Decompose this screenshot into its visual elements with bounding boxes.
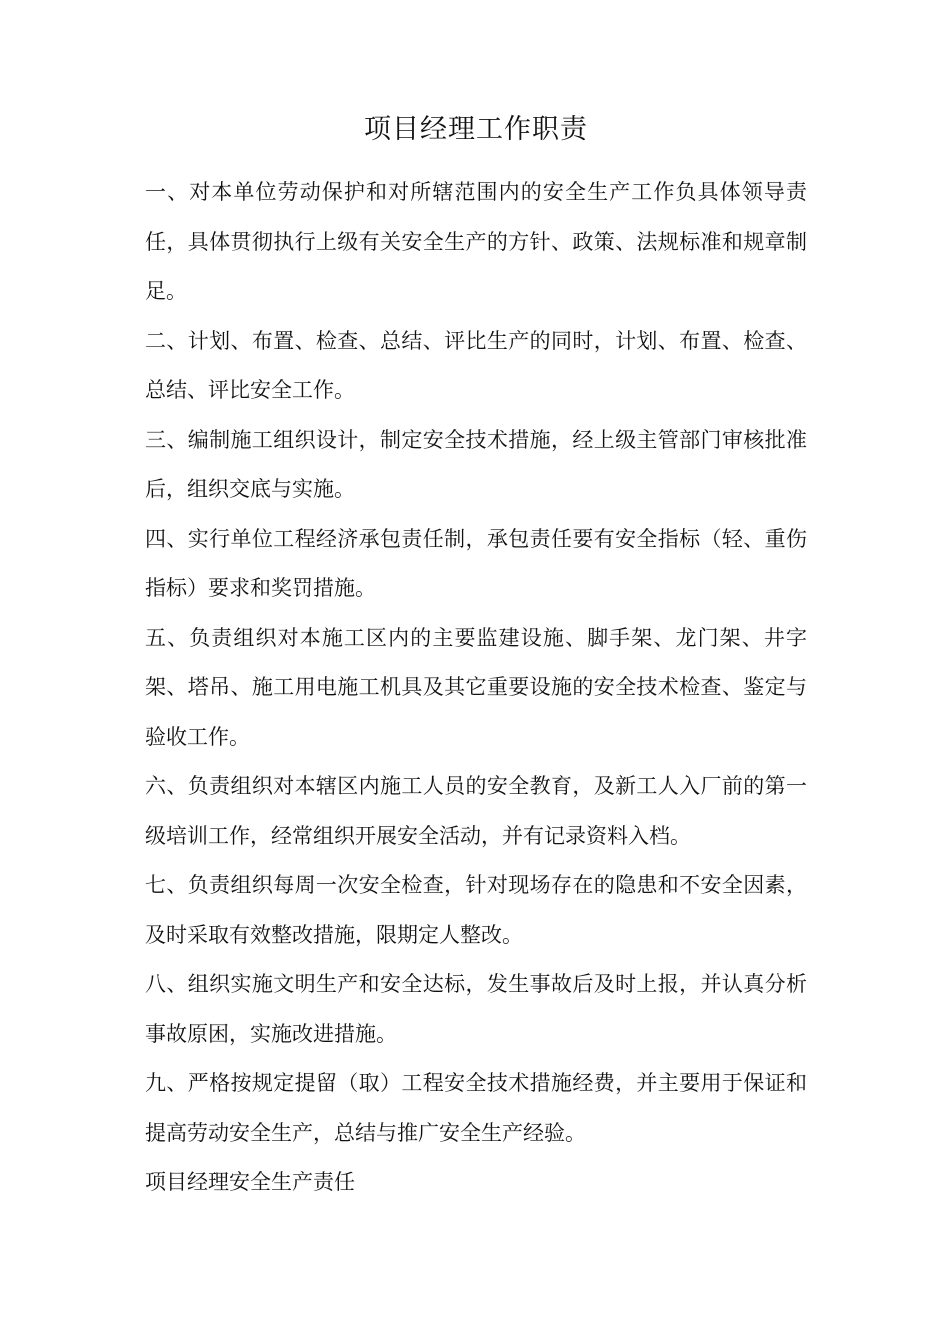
paragraph-6: 六、负责组织对本辖区内施工人员的安全教育，及新工人入厂前的第一级培训工作，经常组织开展安全活动，并有记录资料入档。 xyxy=(145,774,807,848)
paragraph-3: 三、编制施工组织设计，制定安全技术措施，经上级主管部门审核批准后，组织交底与实施。 xyxy=(145,427,807,501)
document-body xyxy=(145,110,807,1208)
paragraph-9: 九、严格按规定提留（取）工程安全技术措施经费，并主要用于保证和提高劳动安全生产，总结与推广安全生产经验。 xyxy=(145,1071,807,1145)
document-title: 项目经理工作职责 xyxy=(364,114,588,145)
paragraph-4: 四、实行单位工程经济承包责任制，承包责任要有安全指标（轻、重伤指标）要求和奖罚措施。 xyxy=(145,526,807,600)
paragraph-8: 八、组织实施文明生产和安全达标，发生事故后及时上报，并认真分析事故原困，实施改进措施。 xyxy=(145,972,807,1046)
paragraph-1: 一、对本单位劳动保护和对所辖范围内的安全生产工作负具体领导责任，具体贯彻执行上级有关安全生产的方针、政策、法规标准和规章制足。 xyxy=(145,180,807,303)
paragraph-5: 五、负责组织对本施工区内的主要监建设施、脚手架、龙门架、井字架、塔吊、施工用电施工机具及其它重要设施的安全技术检查、鉴定与验收工作。 xyxy=(145,625,807,749)
paragraph-2: 二、计划、布置、检查、总结、评比生产的同时，计划、布置、检查、总结、评比安全工作。 xyxy=(145,328,807,402)
section-heading-next: 项目经理安全生产责任 xyxy=(145,1170,355,1194)
paragraph-7: 七、负责组织每周一次安全检查，针对现场存在的隐患和不安全因素，及时采取有效整改措施，限期定人整改。 xyxy=(145,873,807,947)
